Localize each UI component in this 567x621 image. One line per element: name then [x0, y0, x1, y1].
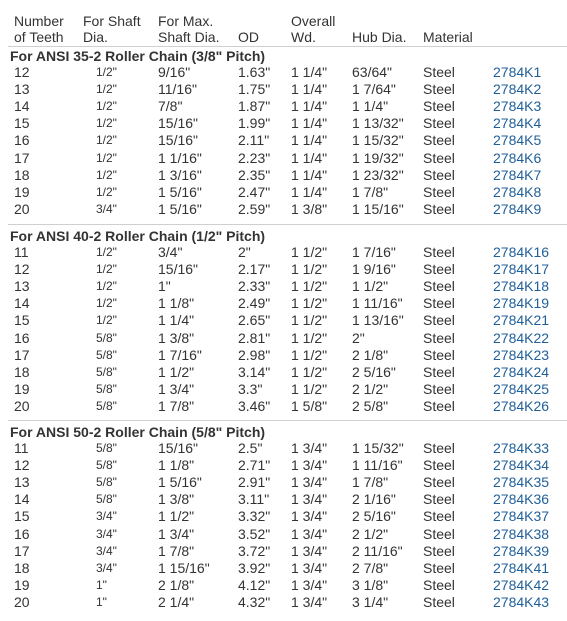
cell-shaft: 3/4" [96, 543, 117, 558]
header-hub [352, 13, 406, 45]
cell-hub: 1 7/8" [352, 474, 389, 491]
part-number-link[interactable]: 2784K1 [493, 64, 542, 80]
header-od-line1 [238, 13, 259, 29]
part-number-link[interactable]: 2784K8 [493, 183, 542, 200]
part-number-link[interactable]: 2784K36 [493, 491, 550, 508]
cell-teeth: 16 [14, 132, 30, 149]
part-number-link[interactable]: 2784K35 [493, 474, 550, 491]
cell-wd: 1 1/4" [291, 115, 328, 132]
header-wd [291, 13, 335, 45]
cell-wd: 1 5/8" [291, 397, 328, 414]
cell-teeth: 16 [14, 525, 30, 542]
part-number-link[interactable]: 2784K26 [493, 397, 550, 414]
cell-shaft: 1/2" [96, 116, 117, 131]
cell-shaft: 1/2" [96, 313, 117, 328]
cell-material: Steel [423, 278, 455, 295]
cell-wd: 1 1/2" [291, 295, 328, 312]
header-divider [8, 46, 567, 47]
cell-material: Steel [423, 559, 455, 576]
cell-wd: 1 3/4" [291, 525, 328, 542]
cell-wd: 1 1/2" [291, 244, 328, 260]
header-teeth-line2: of Teeth [14, 29, 64, 45]
cell-hub: 1 15/16" [352, 200, 404, 217]
cell-shaft: 5/8" [96, 475, 117, 490]
part-number-link[interactable]: 2784K3 [493, 98, 542, 115]
cell-od: 2.65" [238, 312, 271, 329]
cell-od: 1.75" [238, 81, 271, 98]
cell-material: Steel [423, 295, 455, 312]
part-number-link[interactable]: 2784K23 [493, 346, 550, 363]
section-divider-2 [8, 420, 567, 421]
table-row [0, 184, 567, 201]
cell-od: 1.99" [238, 115, 271, 132]
cell-od: 1.87" [238, 98, 271, 115]
cell-shaft: 1/2" [96, 82, 117, 97]
cell-maxshaft: 1 1/4" [158, 312, 195, 329]
cell-wd: 1 1/4" [291, 132, 328, 149]
cell-maxshaft: 1" [158, 278, 171, 295]
cell-shaft: 1/2" [96, 150, 117, 165]
cell-shaft: 5/8" [96, 398, 117, 413]
cell-material: Steel [423, 397, 455, 414]
cell-maxshaft: 1 7/8" [158, 397, 195, 414]
cell-od: 2.49" [238, 295, 271, 312]
cell-material: Steel [423, 149, 455, 166]
cell-shaft: 1/2" [96, 65, 117, 79]
cell-od: 2.5" [238, 440, 263, 456]
cell-hub: 3 1/8" [352, 576, 389, 593]
cell-wd: 1 3/4" [291, 440, 328, 456]
cell-material: Steel [423, 183, 455, 200]
cell-hub: 2 1/8" [352, 346, 389, 363]
cell-hub: 1 1/2" [352, 278, 389, 295]
cell-wd: 1 1/2" [291, 329, 328, 346]
cell-material: Steel [423, 542, 455, 559]
cell-teeth: 19 [14, 576, 30, 593]
cell-hub: 2 1/2" [352, 525, 389, 542]
cell-wd: 1 3/8" [291, 200, 328, 217]
header-wd-line1: Overall [291, 13, 336, 29]
cell-od: 2.91" [238, 474, 271, 491]
cell-wd: 1 3/4" [291, 576, 328, 593]
table-row [0, 312, 567, 329]
cell-wd: 1 1/2" [291, 363, 328, 380]
cell-od: 3.72" [238, 542, 271, 559]
cell-teeth: 11 [14, 244, 29, 260]
cell-shaft: 1" [96, 594, 107, 609]
cell-hub: 1 11/16" [352, 295, 403, 312]
cell-hub: 2 1/16" [352, 491, 396, 508]
cell-teeth: 14 [14, 491, 30, 508]
cell-hub: 3 1/4" [352, 593, 389, 610]
part-number-link[interactable]: 2784K5 [493, 132, 542, 149]
cell-shaft: 1/2" [96, 167, 117, 182]
cell-material: Steel [423, 115, 455, 132]
part-number-link[interactable]: 2784K17 [493, 261, 550, 278]
cell-teeth: 12 [14, 457, 30, 474]
header-teeth-line1: Number [14, 13, 64, 29]
cell-material: Steel [423, 593, 455, 610]
cell-maxshaft: 7/8" [158, 98, 183, 115]
cell-material: Steel [423, 508, 455, 525]
cell-shaft: 5/8" [96, 458, 117, 473]
header-maxshaft [158, 13, 219, 45]
cell-maxshaft: 11/16" [158, 81, 197, 98]
cell-wd: 1 1/4" [291, 81, 328, 98]
section-divider-1 [8, 224, 567, 225]
cell-material: Steel [423, 64, 455, 80]
table-row [0, 457, 567, 474]
header-teeth [14, 13, 64, 45]
cell-material: Steel [423, 200, 455, 217]
cell-wd: 1 3/4" [291, 474, 328, 491]
header-od [238, 13, 259, 45]
cell-material: Steel [423, 525, 455, 542]
table-row [0, 398, 567, 415]
cell-teeth: 16 [14, 329, 30, 346]
cell-hub: 2" [352, 329, 365, 346]
cell-od: 2.17" [238, 261, 271, 278]
cell-od: 2.47" [238, 183, 271, 200]
cell-teeth: 20 [14, 593, 30, 610]
cell-maxshaft: 15/16" [158, 261, 199, 278]
cell-teeth: 19 [14, 380, 30, 397]
header-shaft [83, 13, 141, 45]
header-hub-line1 [352, 13, 406, 29]
cell-wd: 1 1/2" [291, 380, 328, 397]
cell-hub: 1 15/32" [352, 132, 404, 149]
part-number-link[interactable]: 2784K42 [493, 576, 550, 593]
cell-material: Steel [423, 312, 455, 329]
cell-material: Steel [423, 457, 455, 474]
header-material-line2: Material [423, 29, 473, 45]
cell-teeth: 18 [14, 363, 30, 380]
cell-maxshaft: 1 5/16" [158, 183, 202, 200]
cell-maxshaft: 1 3/8" [158, 329, 195, 346]
cell-shaft: 1/2" [96, 133, 117, 148]
table-row [0, 381, 567, 398]
table-row [0, 115, 567, 132]
cell-maxshaft: 1 5/16" [158, 474, 202, 491]
cell-material: Steel [423, 166, 455, 183]
cell-teeth: 20 [14, 200, 30, 217]
cell-maxshaft: 1 5/16" [158, 200, 202, 217]
cell-hub: 1 11/16" [352, 457, 403, 474]
header-shaft-line1: For Shaft [83, 13, 141, 29]
cell-maxshaft: 1 3/4" [158, 525, 195, 542]
table-row [0, 64, 567, 81]
cell-wd: 1 1/4" [291, 98, 328, 115]
cell-shaft: 5/8" [96, 364, 117, 379]
cell-wd: 1 1/2" [291, 261, 328, 278]
cell-teeth: 18 [14, 559, 30, 576]
cell-hub: 1 7/8" [352, 183, 389, 200]
part-number-link[interactable]: 2784K19 [493, 295, 550, 312]
cell-od: 2.11" [238, 132, 270, 149]
cell-maxshaft: 3/4" [158, 244, 183, 260]
part-number-link[interactable]: 2784K43 [493, 593, 550, 610]
cell-hub: 1 23/32" [352, 166, 404, 183]
cell-shaft: 1/2" [96, 262, 117, 277]
cell-shaft: 3/4" [96, 560, 117, 575]
cell-teeth: 20 [14, 397, 30, 414]
table-row [0, 474, 567, 491]
cell-teeth: 13 [14, 278, 30, 295]
cell-wd: 1 3/4" [291, 491, 328, 508]
cell-hub: 2 11/16" [352, 542, 403, 559]
cell-od: 2.35" [238, 166, 271, 183]
cell-teeth: 12 [14, 261, 30, 278]
table-row [0, 295, 567, 312]
header-maxshaft-line2: Shaft Dia. [158, 29, 220, 45]
table-row [0, 81, 567, 98]
table-row [0, 577, 567, 594]
part-number-link[interactable]: 2784K25 [493, 380, 550, 397]
cell-shaft: 3/4" [96, 526, 117, 541]
cell-hub: 1 7/16" [352, 244, 396, 260]
cell-maxshaft: 2 1/8" [158, 576, 195, 593]
cell-od: 2.23" [238, 149, 271, 166]
cell-hub: 1 19/32" [352, 149, 404, 166]
part-number-link[interactable]: 2784K18 [493, 278, 550, 295]
cell-maxshaft: 15/16" [158, 440, 199, 456]
cell-od: 4.12" [238, 576, 271, 593]
part-number-link[interactable]: 2784K24 [493, 363, 550, 380]
part-number-link[interactable]: 2784K22 [493, 329, 550, 346]
cell-teeth: 18 [14, 166, 30, 183]
cell-maxshaft: 1 1/16" [158, 149, 202, 166]
part-number-link[interactable]: 2784K7 [493, 166, 542, 183]
part-number-link[interactable]: 2784K34 [493, 457, 550, 474]
section-title-35-2: For ANSI 35-2 Roller Chain (3/8" Pitch) [10, 48, 266, 64]
cell-hub: 1 13/32" [352, 115, 404, 132]
cell-wd: 1 1/4" [291, 166, 328, 183]
cell-maxshaft: 9/16" [158, 64, 191, 80]
section-title-40-2: For ANSI 40-2 Roller Chain (1/2" Pitch) [10, 228, 266, 244]
cell-teeth: 15 [14, 115, 30, 132]
header-shaft-line2: Dia. [83, 29, 108, 45]
cell-shaft: 1/2" [96, 184, 117, 199]
cell-wd: 1 3/4" [291, 559, 328, 576]
cell-hub: 2 5/8" [352, 397, 389, 414]
cell-od: 2.33" [238, 278, 271, 295]
cell-hub: 1 13/16" [352, 312, 404, 329]
part-number-link[interactable]: 2784K6 [493, 149, 542, 166]
cell-shaft: 5/8" [96, 347, 117, 362]
cell-shaft: 3/4" [96, 201, 117, 216]
header-wd-line2: Wd. [291, 29, 316, 45]
cell-hub: 2 5/16" [352, 363, 396, 380]
part-number-link[interactable]: 2784K41 [493, 559, 550, 576]
cell-maxshaft: 1 3/4" [158, 380, 195, 397]
cell-material: Steel [423, 98, 455, 115]
cell-material: Steel [423, 576, 455, 593]
cell-od: 3.32" [238, 508, 271, 525]
cell-shaft: 5/8" [96, 330, 117, 345]
cell-teeth: 11 [14, 440, 29, 456]
cell-material: Steel [423, 244, 455, 260]
header-material-line1 [423, 13, 473, 29]
cell-wd: 1 1/4" [291, 64, 328, 80]
cell-od: 3.14" [238, 363, 271, 380]
cell-teeth: 19 [14, 183, 30, 200]
cell-material: Steel [423, 346, 455, 363]
table-row [0, 508, 567, 525]
cell-maxshaft: 1 1/2" [158, 363, 195, 380]
cell-shaft: 3/4" [96, 509, 117, 524]
cell-hub: 1 7/64" [352, 81, 396, 98]
cell-teeth: 15 [14, 508, 30, 525]
cell-wd: 1 3/4" [291, 508, 328, 525]
cell-maxshaft: 1 1/2" [158, 508, 195, 525]
part-number-link[interactable]: 2784K4 [493, 115, 542, 132]
cell-od: 3.3" [238, 380, 263, 397]
cell-maxshaft: 1 7/8" [158, 542, 195, 559]
table-row [0, 560, 567, 577]
cell-teeth: 14 [14, 98, 30, 115]
cell-hub: 2 7/8" [352, 559, 389, 576]
cell-maxshaft: 1 1/8" [158, 295, 195, 312]
part-number-link[interactable]: 2784K21 [493, 312, 550, 329]
cell-maxshaft: 1 3/8" [158, 491, 195, 508]
cell-material: Steel [423, 491, 455, 508]
cell-od: 4.32" [238, 593, 271, 610]
table-row [0, 98, 567, 115]
cell-wd: 1 1/2" [291, 278, 328, 295]
cell-teeth: 17 [14, 542, 30, 559]
cell-material: Steel [423, 81, 455, 98]
table-row [0, 167, 567, 184]
cell-maxshaft: 15/16" [158, 115, 199, 132]
table-row [0, 330, 567, 347]
part-number-link[interactable]: 2784K37 [493, 508, 550, 525]
table-row [0, 526, 567, 543]
cell-od: 3.92" [238, 559, 271, 576]
table-row [0, 543, 567, 560]
cell-hub: 1 1/4" [352, 98, 389, 115]
cell-teeth: 17 [14, 149, 30, 166]
cell-material: Steel [423, 261, 455, 278]
cell-shaft: 1/2" [96, 296, 117, 311]
cell-od: 2.71" [238, 457, 271, 474]
table-row [0, 132, 567, 149]
table-row [0, 278, 567, 295]
cell-teeth: 13 [14, 81, 30, 98]
header-od-line2: OD [238, 29, 259, 45]
cell-wd: 1 1/4" [291, 149, 328, 166]
cell-hub: 1 9/16" [352, 261, 396, 278]
cell-material: Steel [423, 440, 455, 456]
cell-maxshaft: 1 3/16" [158, 166, 202, 183]
cell-maxshaft: 1 7/16" [158, 346, 202, 363]
header-material [423, 13, 473, 45]
cell-od: 2" [238, 244, 251, 260]
cell-maxshaft: 2 1/4" [158, 593, 195, 610]
cell-teeth: 12 [14, 64, 30, 80]
cell-wd: 1 3/4" [291, 457, 328, 474]
header-hub-line2: Hub Dia. [352, 29, 407, 45]
table-row [0, 201, 567, 218]
cell-hub: 2 1/2" [352, 380, 389, 397]
cell-od: 3.11" [238, 491, 270, 508]
header-maxshaft-line1: For Max. [158, 13, 214, 29]
table-row [0, 440, 567, 457]
table-row [0, 261, 567, 278]
cell-od: 2.98" [238, 346, 271, 363]
cell-maxshaft: 1 15/16" [158, 559, 210, 576]
cell-teeth: 17 [14, 346, 30, 363]
cell-wd: 1 1/4" [291, 183, 328, 200]
cell-shaft: 1/2" [96, 99, 117, 114]
table-row [0, 491, 567, 508]
cell-material: Steel [423, 380, 455, 397]
cell-teeth: 15 [14, 312, 30, 329]
cell-od: 2.81" [238, 329, 271, 346]
cell-shaft: 1/2" [96, 245, 117, 259]
cell-material: Steel [423, 363, 455, 380]
cell-shaft: 5/8" [96, 381, 117, 396]
cell-od: 1.63" [238, 64, 271, 80]
cell-wd: 1 1/2" [291, 346, 328, 363]
cell-wd: 1 1/2" [291, 312, 328, 329]
cell-material: Steel [423, 329, 455, 346]
cell-hub: 2 5/16" [352, 508, 396, 525]
cell-shaft: 1" [96, 577, 107, 592]
cell-shaft: 1/2" [96, 279, 117, 294]
table-row [0, 244, 567, 261]
part-number-link[interactable]: 2784K38 [493, 525, 550, 542]
cell-material: Steel [423, 132, 455, 149]
cell-material: Steel [423, 474, 455, 491]
part-number-link[interactable]: 2784K39 [493, 542, 550, 559]
cell-hub: 63/64" [352, 64, 393, 80]
part-number-link[interactable]: 2784K2 [493, 81, 542, 98]
table-row [0, 150, 567, 167]
cell-maxshaft: 15/16" [158, 132, 199, 149]
table-row [0, 364, 567, 381]
cell-od: 2.59" [238, 200, 271, 217]
cell-wd: 1 3/4" [291, 542, 328, 559]
cell-teeth: 13 [14, 474, 30, 491]
part-number-link[interactable]: 2784K33 [493, 440, 550, 456]
cell-shaft: 5/8" [96, 492, 117, 507]
cell-teeth: 14 [14, 295, 30, 312]
table-row [0, 347, 567, 364]
cell-maxshaft: 1 1/8" [158, 457, 195, 474]
table-row [0, 594, 567, 611]
part-number-link[interactable]: 2784K9 [493, 200, 542, 217]
cell-shaft: 5/8" [96, 441, 117, 455]
cell-hub: 1 15/32" [352, 440, 404, 456]
part-number-link[interactable]: 2784K16 [493, 244, 550, 260]
cell-wd: 1 3/4" [291, 593, 328, 610]
cell-od: 3.46" [238, 397, 271, 414]
section-title-50-2: For ANSI 50-2 Roller Chain (5/8" Pitch) [10, 424, 266, 440]
cell-od: 3.52" [238, 525, 271, 542]
